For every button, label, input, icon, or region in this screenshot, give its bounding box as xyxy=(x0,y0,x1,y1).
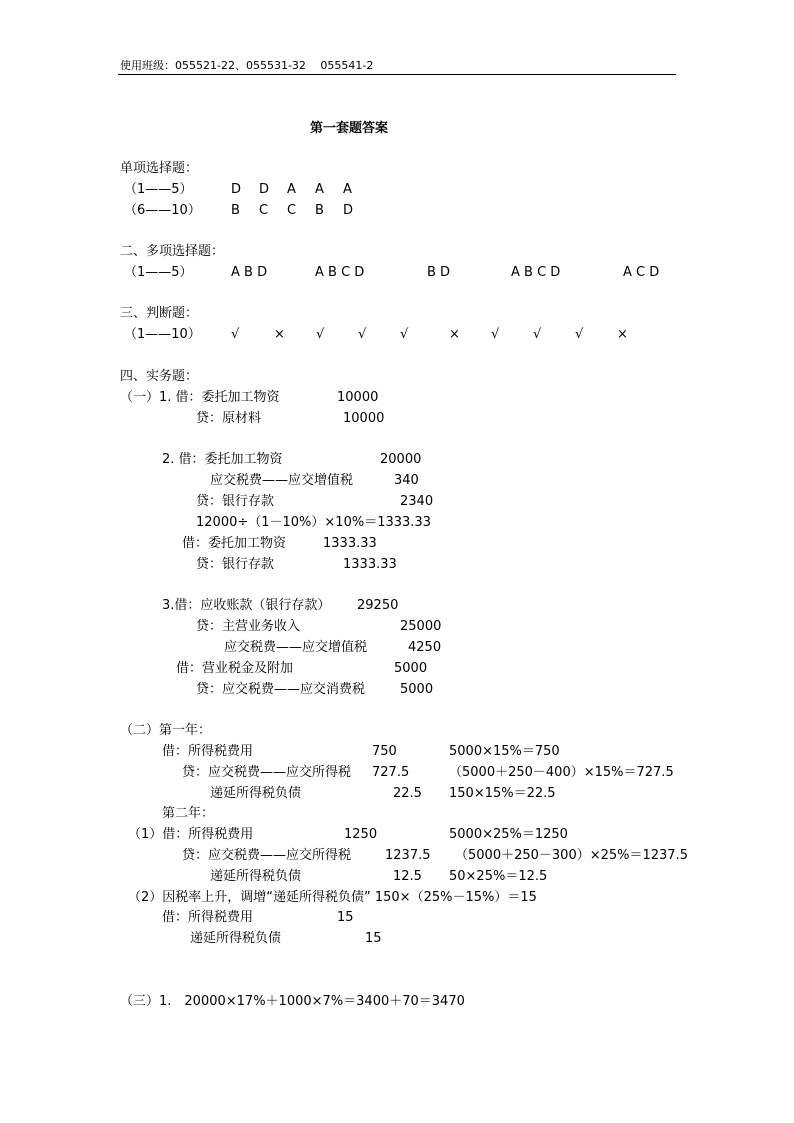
journal-line: 贷：应交税费——应交所得税 xyxy=(182,765,352,780)
calculation: （5000＋250－400）×15%＝727.5 xyxy=(449,765,674,780)
calculation: 150×15%＝22.5 xyxy=(449,786,556,801)
single-choice-heading: 单项选择题： xyxy=(120,161,199,176)
true-false-heading: 三、判断题： xyxy=(120,306,199,321)
practice-heading: 四、实务题： xyxy=(120,369,199,384)
answer: D xyxy=(231,182,242,197)
journal-line: 借：委托加工物资 xyxy=(182,536,287,551)
cross-mark: × xyxy=(617,327,628,342)
journal-line: 3.借：应收账款（银行存款） xyxy=(162,598,331,613)
journal-amount: 1250 xyxy=(344,827,378,842)
check-mark: √ xyxy=(575,327,584,342)
calculation: 5000×15%＝750 xyxy=(449,744,560,759)
answer: A xyxy=(287,182,296,197)
header-classes: 使用班级：055521-22、055531-32 055541-2 xyxy=(120,59,374,72)
answer: B xyxy=(315,203,324,218)
calculation: （5000＋250－300）×25%＝1237.5 xyxy=(455,848,688,863)
check-mark: √ xyxy=(358,327,367,342)
answer: A xyxy=(343,182,352,197)
answer: C xyxy=(287,203,297,218)
answer: B D xyxy=(427,265,451,280)
journal-amount: 4250 xyxy=(408,640,442,655)
journal-amount: 10000 xyxy=(343,411,385,426)
journal-amount: 1333.33 xyxy=(323,536,377,551)
journal-line: 贷：应交税费——应交消费税 xyxy=(196,682,366,697)
calculation: 50×25%＝12.5 xyxy=(449,869,548,884)
journal-line: 应交税费——应交增值税 xyxy=(224,640,368,655)
journal-line: （一）1. 借：委托加工物资 xyxy=(120,390,280,405)
check-mark: √ xyxy=(316,327,325,342)
multi-choice-heading: 二、多项选择题： xyxy=(120,244,225,259)
answer: C xyxy=(259,203,269,218)
journal-line: 借：所得税费用 xyxy=(162,744,254,759)
journal-amount: 2340 xyxy=(400,494,434,509)
journal-line: 递延所得税负债 xyxy=(210,869,302,884)
journal-line: 贷：银行存款 xyxy=(196,494,275,509)
single-choice-range-2: （6——10） xyxy=(124,203,201,218)
calculation: 5000×25%＝1250 xyxy=(449,827,568,842)
check-mark: √ xyxy=(400,327,409,342)
cross-mark: × xyxy=(449,327,460,342)
journal-line: 递延所得税负债 xyxy=(210,786,302,801)
true-false-range: （1——10） xyxy=(124,327,201,342)
journal-line: 贷：应交税费——应交所得税 xyxy=(182,848,352,863)
answer: B xyxy=(231,203,240,218)
single-choice-range-1: （1——5） xyxy=(124,182,193,197)
journal-line: 借：所得税费用 xyxy=(162,910,254,925)
journal-amount: 15 xyxy=(337,910,354,925)
answer: A B C D xyxy=(315,265,365,280)
journal-amount: 12.5 xyxy=(393,869,422,884)
cross-mark: × xyxy=(274,327,285,342)
answer: A B C D xyxy=(511,265,561,280)
journal-line: 借：营业税金及附加 xyxy=(176,661,294,676)
journal-line: 2. 借：委托加工物资 xyxy=(162,452,283,467)
page-title: 第一套题答案 xyxy=(310,121,389,136)
answer: D xyxy=(343,203,354,218)
journal-amount: 15 xyxy=(365,931,382,946)
journal-amount: 727.5 xyxy=(372,765,410,780)
adjustment-note: （2）因税率上升，调增“递延所得税负债” 150×（25%－15%）＝15 xyxy=(128,890,537,905)
journal-amount: 10000 xyxy=(337,390,379,405)
journal-amount: 1333.33 xyxy=(343,557,397,572)
calculation: （三）1. 20000×17%＋1000×7%＝3400＋70＝3470 xyxy=(120,994,465,1009)
journal-amount: 750 xyxy=(372,744,397,759)
journal-amount: 29250 xyxy=(357,598,399,613)
answer: A xyxy=(315,182,324,197)
answer: A B D xyxy=(231,265,268,280)
journal-amount: 22.5 xyxy=(393,786,422,801)
journal-amount: 1237.5 xyxy=(385,848,431,863)
section-label: （二）第一年： xyxy=(120,723,212,738)
journal-amount: 25000 xyxy=(400,619,442,634)
calculation: 12000÷（1－10%）×10%＝1333.33 xyxy=(196,515,431,530)
journal-amount: 20000 xyxy=(380,452,422,467)
answer: A C D xyxy=(623,265,660,280)
journal-amount: 340 xyxy=(394,473,419,488)
journal-line: 贷：原材料 xyxy=(196,411,262,426)
journal-amount: 5000 xyxy=(400,682,434,697)
check-mark: √ xyxy=(533,327,542,342)
journal-line: 应交税费——应交增值税 xyxy=(210,473,354,488)
check-mark: √ xyxy=(231,327,240,342)
header-divider xyxy=(118,74,676,75)
journal-line: 贷：银行存款 xyxy=(196,557,275,572)
journal-line: 递延所得税负债 xyxy=(190,931,282,946)
journal-line: 贷：主营业务收入 xyxy=(196,619,301,634)
multi-choice-range: （1——5） xyxy=(124,265,193,280)
answer: D xyxy=(259,182,270,197)
section-label: 第二年： xyxy=(162,806,215,821)
journal-amount: 5000 xyxy=(394,661,428,676)
journal-line: （1）借：所得税费用 xyxy=(128,827,254,842)
check-mark: √ xyxy=(491,327,500,342)
